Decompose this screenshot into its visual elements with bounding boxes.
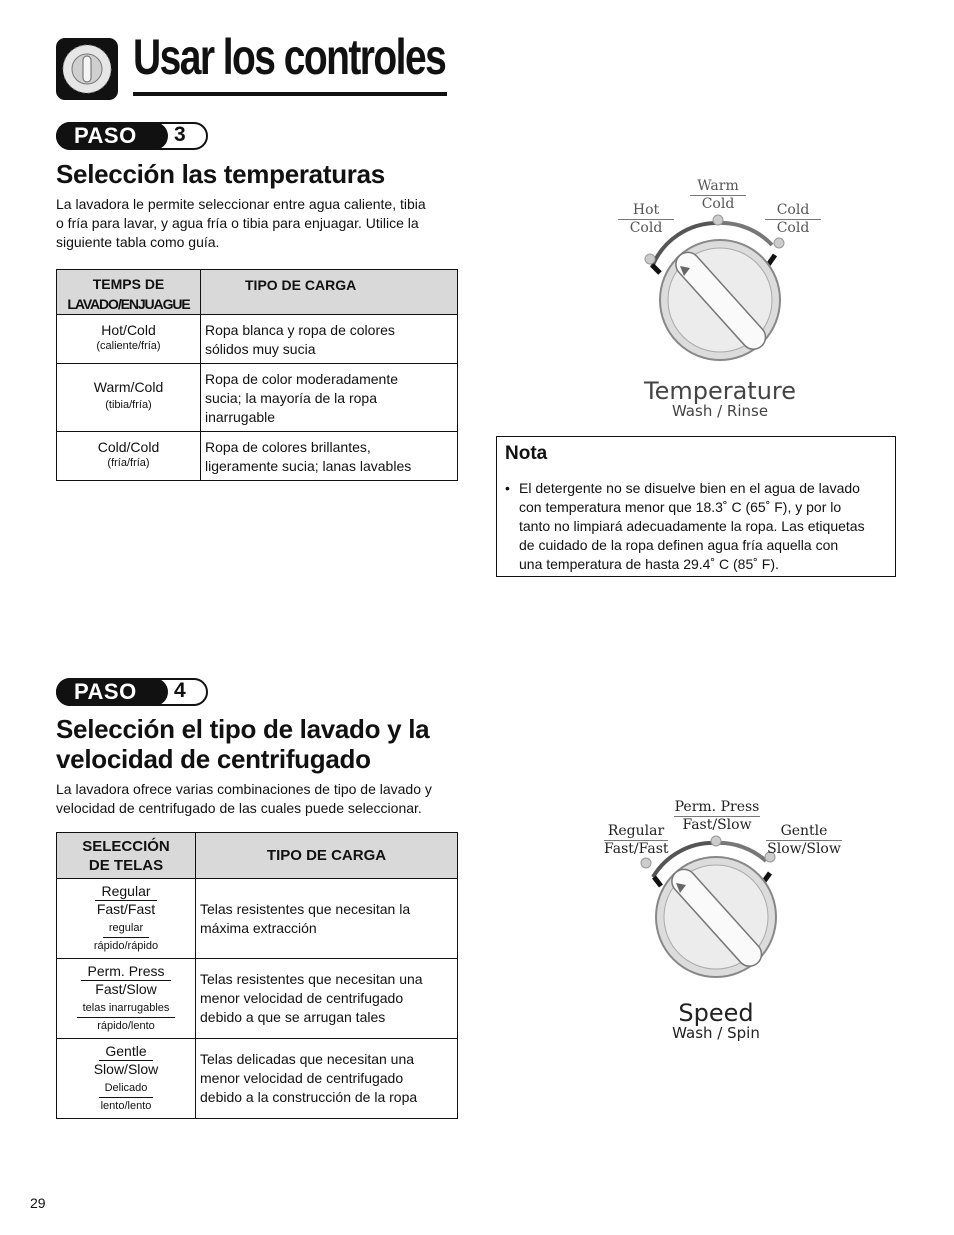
dial-label-cold: Cold Cold	[765, 202, 821, 237]
fabric-table	[56, 832, 458, 1119]
bullet: •	[505, 480, 510, 496]
dial-subtitle: Wash / Spin	[672, 1024, 760, 1042]
step-number: 4	[174, 679, 186, 702]
step-label: PASO	[74, 679, 137, 704]
dial-label-hot: Hot Cold	[618, 202, 674, 237]
table-header-load: TIPO DE CARGA	[196, 833, 458, 879]
dial-label-gentle: Gentle Slow/Slow	[767, 823, 841, 857]
dial-label-regular: Regular Fast/Fast	[604, 823, 669, 857]
note-text: El detergente no se disuelve bien en el agua de lavado con temperatura menor que 18.3˚ C (65˚ F), y por lo tanto no limpiará adecuadamente la ropa. Las etiquetas de cuidado de la ropa definen agua fría aquella con una temperatura de hasta 29.4˚ C (85˚ F).	[519, 480, 865, 572]
dial-label-perm-press: Perm. Press Fast/Slow	[674, 799, 760, 833]
note-box	[496, 436, 896, 577]
note-title: Nota	[505, 443, 548, 464]
page-number: 29	[30, 1195, 46, 1211]
table-header-temp: TEMPS DE LAVADO/ENJUAGUE	[57, 270, 201, 315]
step-3-intro: La lavadora le permite seleccionar entre agua caliente, tibia o fría para lavar, y agua fría o tibia para enjuagar. Utilice la siguiente tabla como guía.	[56, 196, 426, 250]
maytag-dial-logo	[56, 38, 118, 100]
step-4-intro: La lavadora ofrece varias combinaciones de tipo de lavado y velocidad de centrifugado de las cuales puede seleccionar.	[56, 781, 432, 816]
step-number: 3	[174, 123, 186, 146]
table-header-load: TIPO DE CARGA	[201, 270, 458, 315]
temperature-table	[56, 269, 458, 481]
control-knob-icon	[56, 38, 118, 100]
step-3-badge	[56, 122, 208, 150]
step-4-badge	[56, 678, 208, 706]
page-title: Usar los controles	[133, 29, 446, 85]
table-row: Gentle Slow/Slow Delicado lento/lento Telas delicadas que necesitan una menor velocidad de centrifugado debido a la construcción de la ropa	[57, 1039, 458, 1119]
dial-label-warm: Warm Cold	[690, 178, 746, 213]
temperature-dial	[600, 175, 840, 425]
dial-title: Speed	[678, 999, 754, 1027]
step-3-heading: Selección las temperaturas	[56, 159, 385, 189]
table-row: Hot/Cold (caliente/fría) Ropa blanca y ropa de colores sólidos muy sucia	[57, 315, 458, 364]
table-row: Cold/Cold (fría/fría) Ropa de colores brillantes, ligeramente sucia; lanas lavables	[57, 432, 458, 481]
table-row: Warm/Cold (tibia/fría) Ropa de color moderadamente sucia; la mayoría de la ropa inarrugable	[57, 364, 458, 432]
table-row: Regular Fast/Fast regular rápido/rápido Telas resistentes que necesitan la máxima extracción	[57, 879, 458, 959]
title-underline	[133, 92, 447, 96]
table-row: Perm. Press Fast/Slow telas inarrugables rápido/lento Telas resistentes que necesitan una menor velocidad de centrifugado debido a que se arrugan tales	[57, 959, 458, 1039]
step-4-heading: Selección el tipo de lavado y la velocidad de centrifugado	[56, 714, 430, 774]
step-label: PASO	[74, 123, 137, 148]
table-header-fabric: SELECCIÓN DE TELAS	[57, 833, 196, 879]
dial-title: Temperature	[643, 377, 797, 405]
speed-dial	[598, 797, 848, 1047]
dial-subtitle: Wash / Rinse	[671, 402, 769, 420]
